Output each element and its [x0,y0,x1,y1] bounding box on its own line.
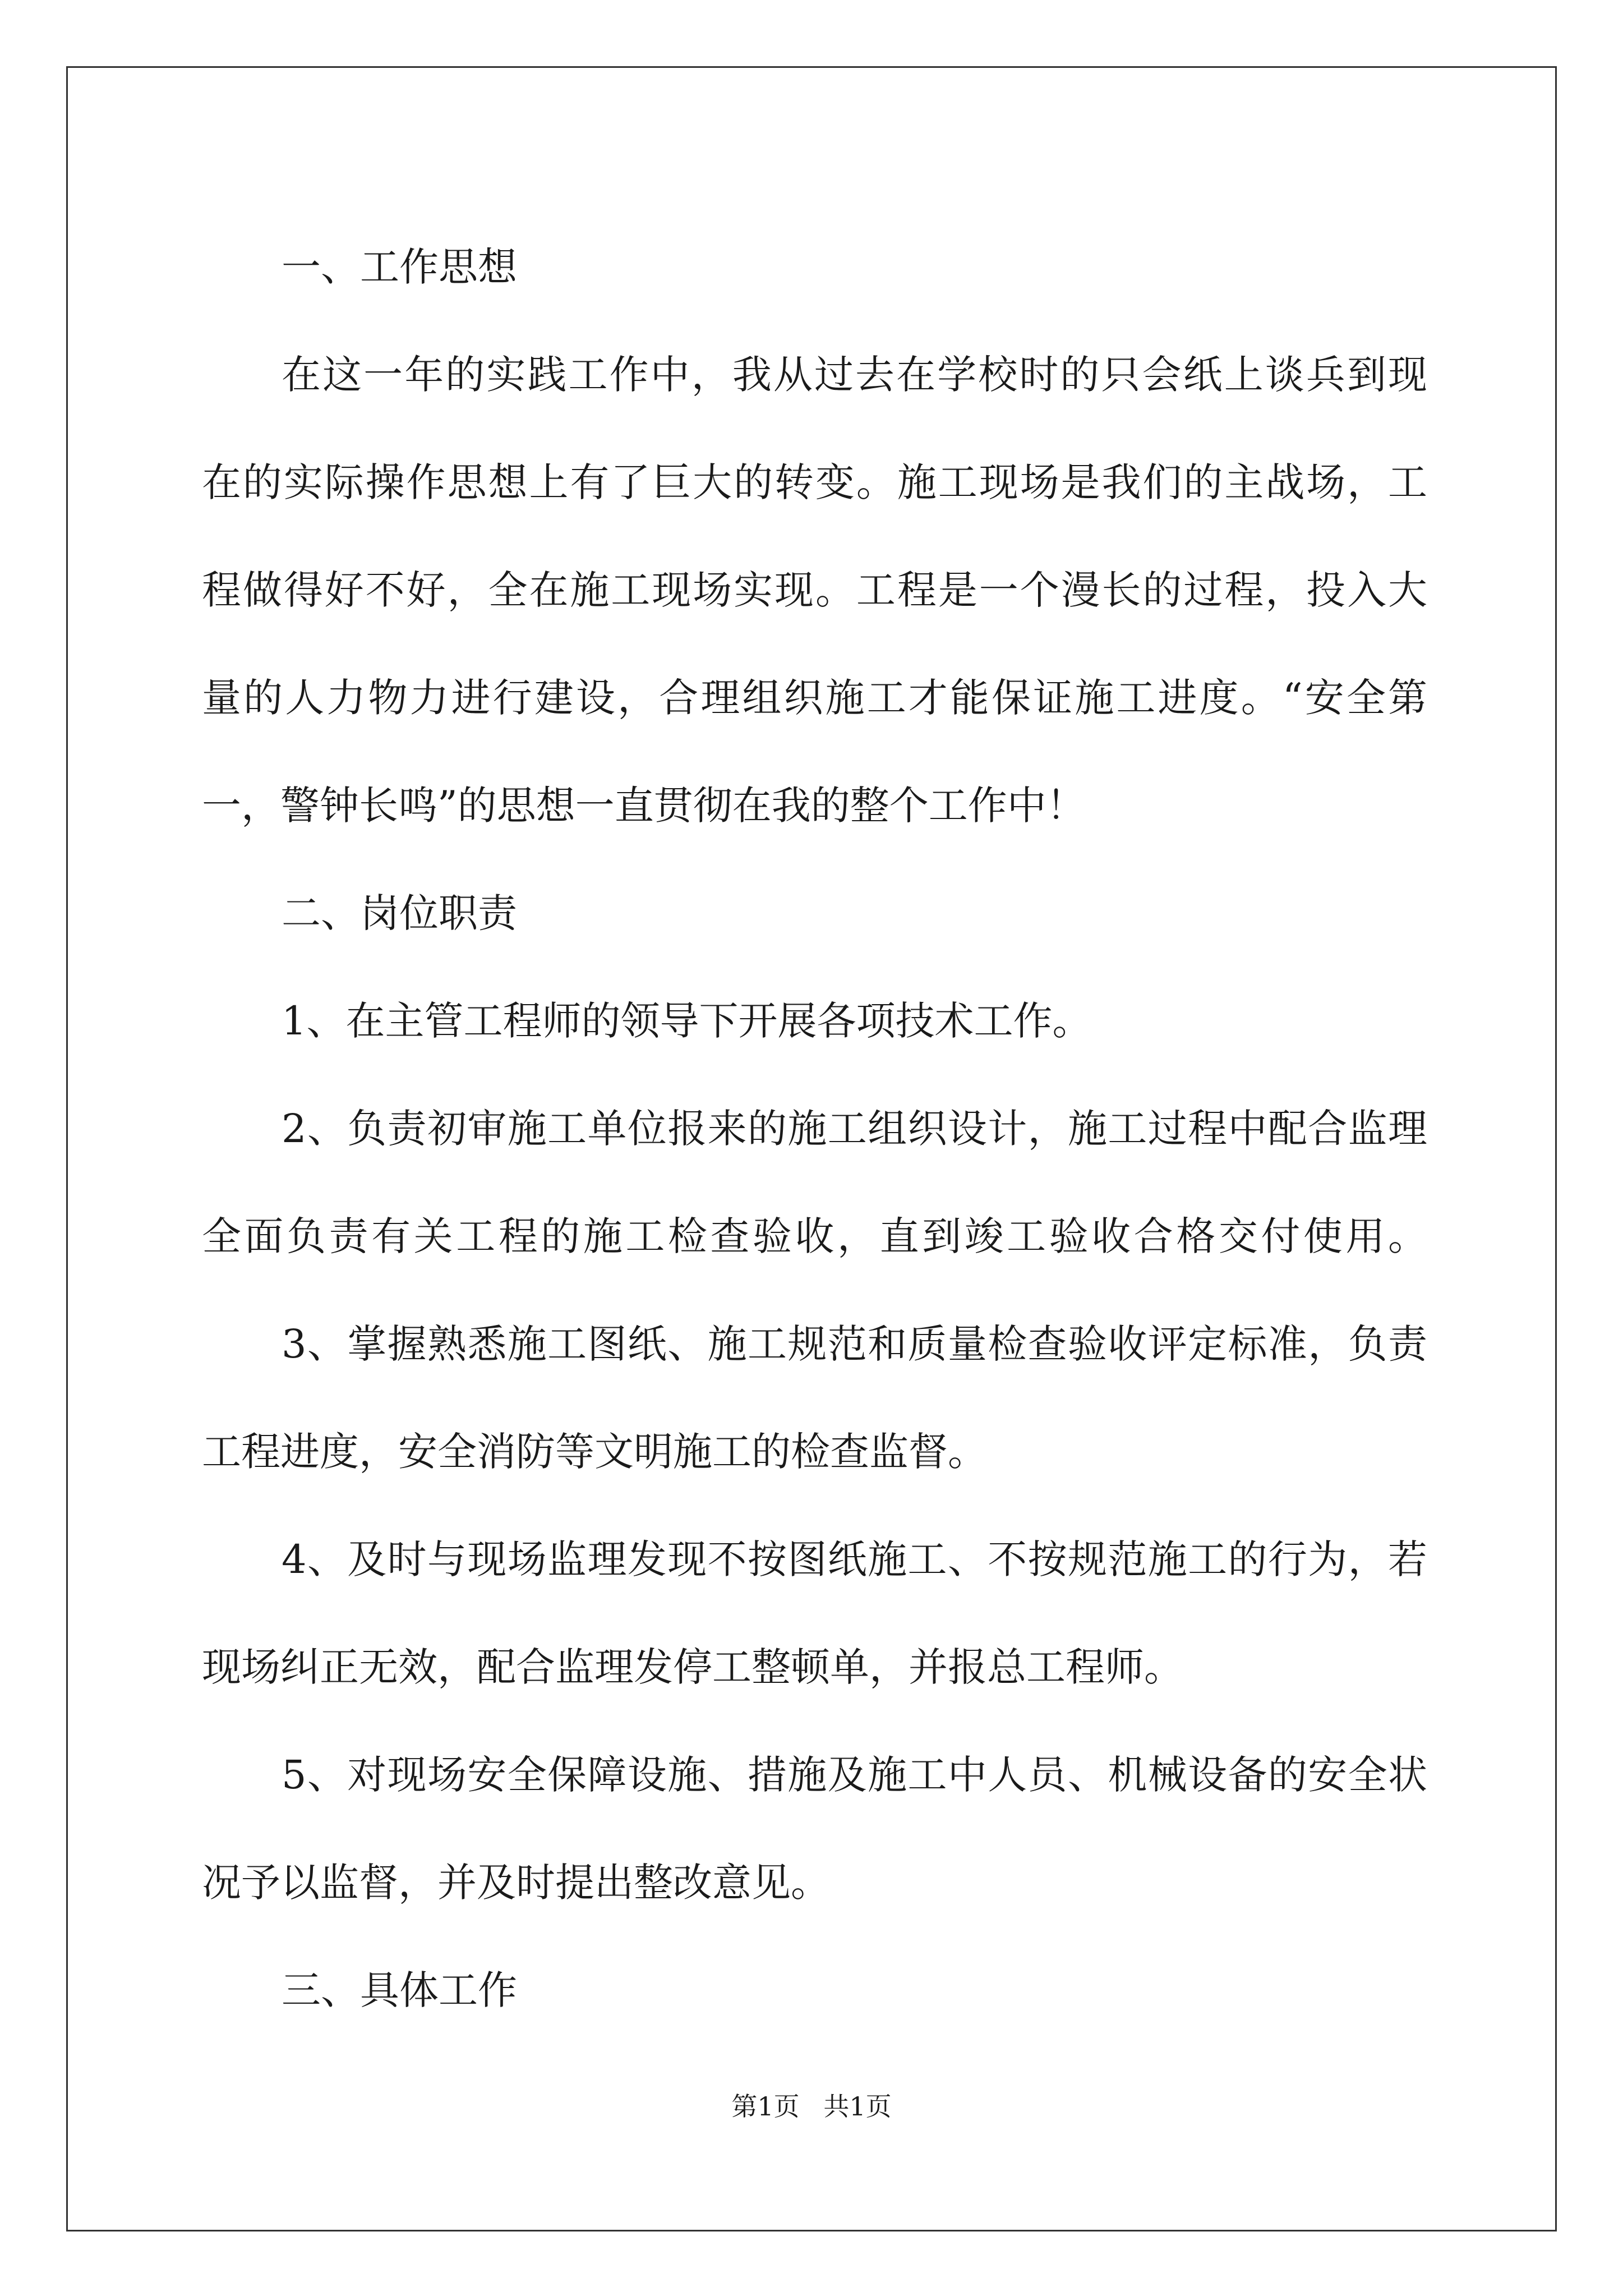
list-item-5: 5、对现场安全保障设施、措施及施工中人员、机械设备的安全状 [282,1752,1427,1798]
section-heading-2: 二、岗位职责 [282,890,517,936]
section-heading-1: 一、工作思想 [282,244,517,290]
paragraph-line: 在的实际操作思想上有了巨大的转变。施工现场是我们的主战场，工 [202,459,1427,505]
list-item-4: 4、及时与现场监理发现不按图纸施工、不按规范施工的行为，若 [282,1536,1427,1582]
list-item-2: 2、负责初审施工单位报来的施工组织设计，施工过程中配合监理 [282,1106,1427,1152]
page-footer [0,2090,1623,2123]
list-item-3: 3、掌握熟悉施工图纸、施工规范和质量检查验收评定标准，负责 [282,1321,1427,1367]
section-heading-3: 三、具体工作 [282,1967,517,2013]
list-item-5-cont: 况予以监督，并及时提出整改意见。 [202,1860,830,1906]
document-body [202,213,1427,2044]
page-number-total: 共1页 [823,2091,892,2122]
page-number-current: 第1页 [731,2091,800,2122]
list-item-3-cont: 工程进度，安全消防等文明施工的检查监督。 [202,1429,987,1475]
paragraph-line: 量的人力物力进行建设，合理组织施工才能保证施工进度。“安全第 [202,675,1427,721]
paragraph-line: 程做得好不好，全在施工现场实现。工程是一个漫长的过程，投入大 [202,567,1427,613]
paragraph-line: 在这一年的实践工作中，我从过去在学校时的只会纸上谈兵到现 [282,352,1427,398]
list-item-1: 1、在主管工程师的领导下开展各项技术工作。 [282,998,1092,1044]
list-item-2-cont: 全面负责有关工程的施工检查验收，直到竣工验收合格交付使用。 [202,1213,1427,1259]
list-item-4-cont: 现场纠正无效，配合监理发停工整顿单，并报总工程师。 [202,1644,1183,1690]
paragraph-line: 一，警钟长鸣”的思想一直贯彻在我的整个工作中！ [202,783,1086,829]
